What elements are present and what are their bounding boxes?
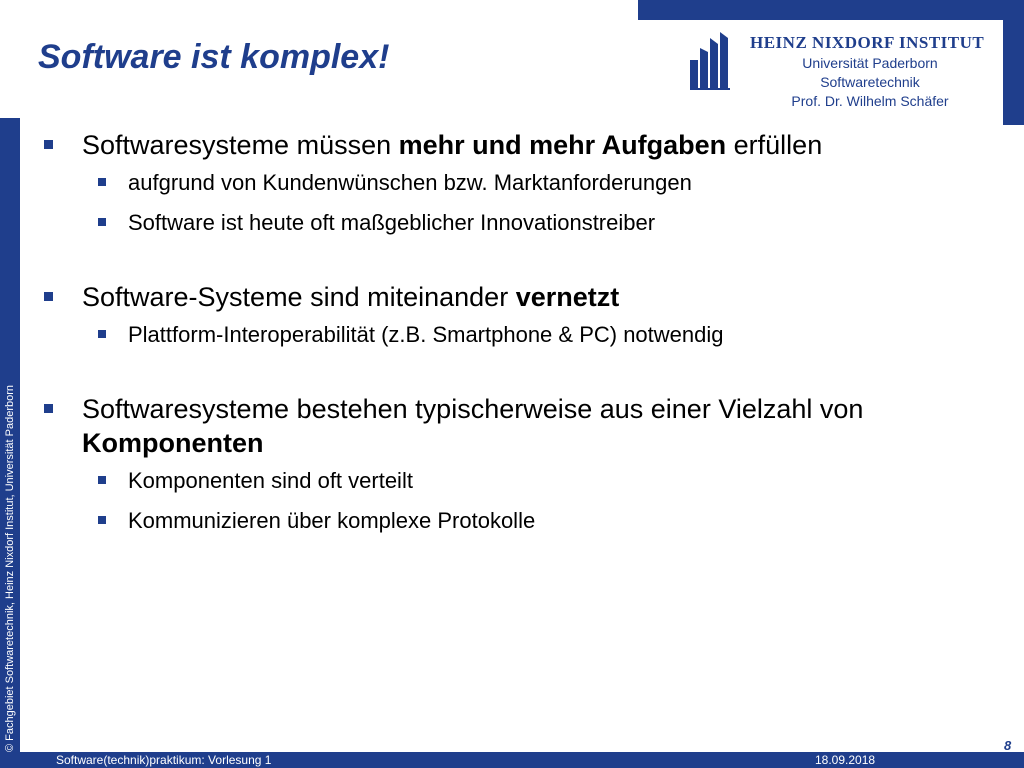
university-name: Universität Paderborn: [802, 55, 938, 71]
bullet-text: Softwaresysteme müssen: [82, 130, 399, 160]
sub-bullet-item: [44, 208, 994, 238]
bullet-item: [44, 280, 994, 314]
sub-bullet-item: [44, 168, 994, 198]
professor-name: Prof. Dr. Wilhelm Schäfer: [791, 93, 949, 109]
institute-name: HEINZ NIXDORF INSTITUT: [750, 33, 985, 52]
right-decorative-strip: [1003, 0, 1024, 125]
page-number: 8: [1004, 738, 1012, 753]
copyright-text: © Fachgebiet Softwaretechnik, Heinz Nixdorf Institut, Universität Paderborn: [4, 385, 16, 752]
sub-bullet-text: aufgrund von Kundenwünschen bzw. Marktanforderungen: [128, 170, 692, 195]
bullet-square-icon: [98, 178, 106, 186]
sub-bullet-text: Kommunizieren über komplexe Protokolle: [128, 508, 536, 533]
bullet-square-icon: [98, 476, 106, 484]
sub-bullet-item: [44, 506, 994, 536]
bullet-emphasis: Komponenten: [82, 428, 264, 458]
bullet-square-icon: [44, 140, 53, 149]
sub-bullet-text: Software ist heute oft maßgeblicher Innovationstreiber: [128, 210, 656, 235]
bullet-square-icon: [98, 516, 106, 524]
bullet-square-icon: [98, 330, 106, 338]
sub-bullet-item: [44, 320, 994, 350]
bullet-square-icon: [44, 404, 53, 413]
bullet-emphasis: mehr und mehr Aufgaben: [398, 130, 727, 160]
footer-course-title: Software(technik)praktikum: Vorlesung 1: [56, 753, 272, 767]
footer-date: 18.09.2018: [815, 753, 876, 767]
bullet-text: Softwaresysteme bestehen typischerweise aus einer Vielzahl von: [82, 394, 864, 424]
institute-logo: [688, 28, 1000, 116]
sub-bullet-text: Komponenten sind oft verteilt: [128, 468, 413, 493]
top-decorative-bar: [638, 0, 1024, 20]
bullet-emphasis: vernetzt: [515, 282, 620, 312]
bullet-square-icon: [44, 292, 53, 301]
sub-bullet-text: Plattform-Interoperabilität (z.B. Smartphone & PC) notwendig: [128, 322, 724, 347]
bullet-item: [44, 128, 994, 162]
institute-logo-icon: [688, 30, 732, 90]
department-name: Softwaretechnik: [820, 74, 920, 90]
bullet-square-icon: [98, 218, 106, 226]
slide-title: Software ist komplex!: [38, 38, 390, 76]
bullet-item: [44, 392, 994, 460]
sub-bullet-item: [44, 466, 994, 496]
bullet-text: erfüllen: [726, 130, 823, 160]
bullet-text: Software-Systeme sind miteinander: [82, 282, 516, 312]
slide-content: [44, 128, 994, 546]
